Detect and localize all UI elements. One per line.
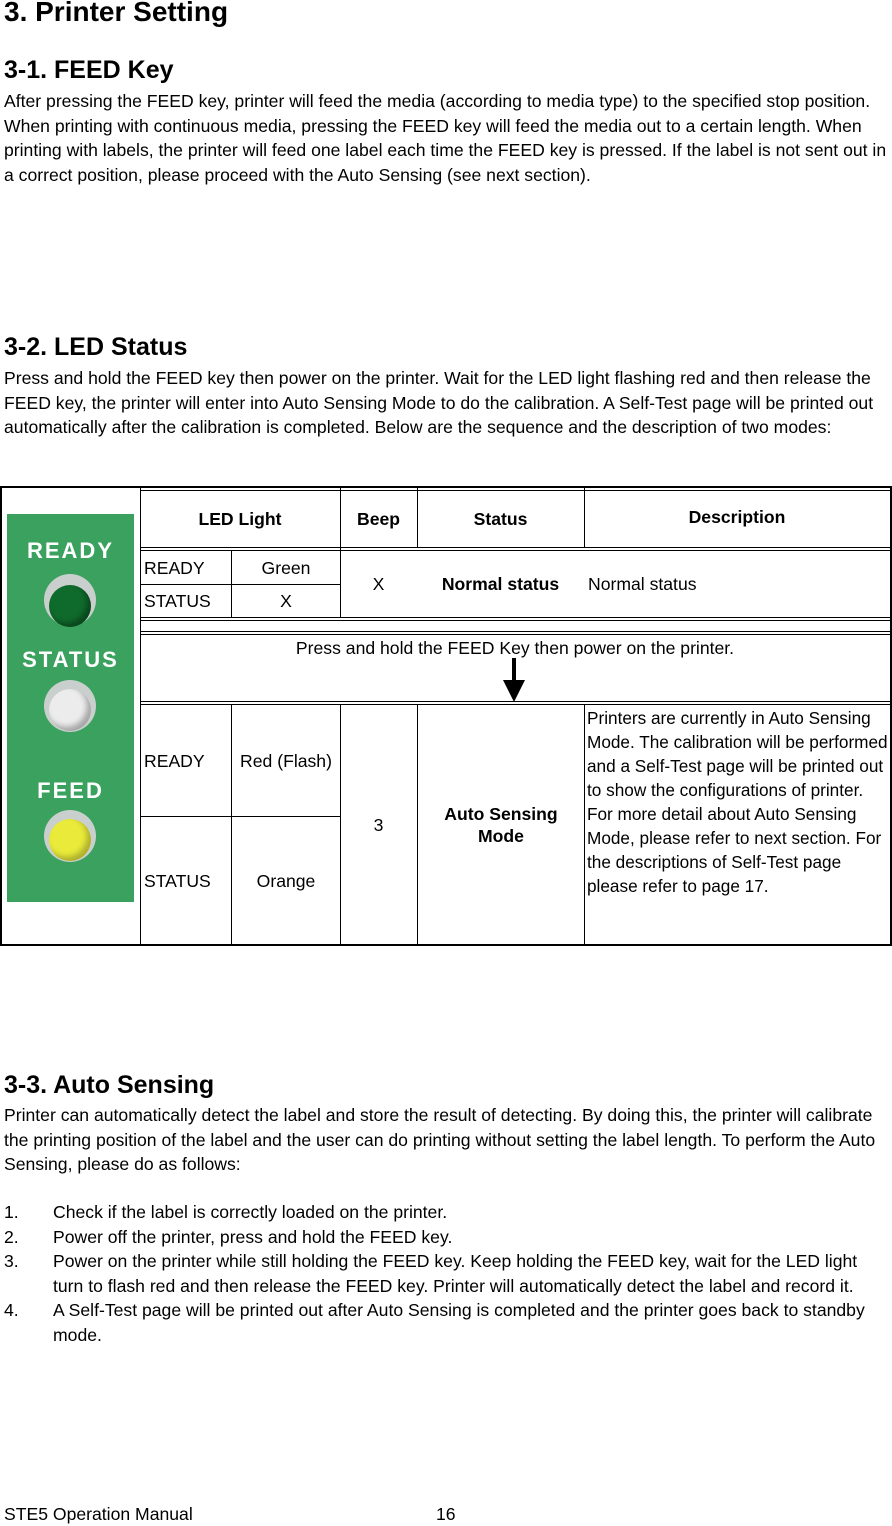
instruction-text: Press and hold the FEED Key then power on the printer. — [295, 638, 735, 658]
led-panel-feed-label: FEED — [37, 778, 104, 803]
normal-ready-value: Green — [261, 558, 311, 578]
list-item — [4, 1298, 888, 1347]
step-text: A Self-Test page will be printed out after Auto Sensing is completed and the printer goes back to standby mode. — [53, 1300, 865, 1345]
table-border — [140, 617, 892, 618]
yellow-led-icon — [49, 819, 91, 861]
table-border — [140, 634, 892, 635]
auto-status-label: STATUS — [144, 870, 211, 891]
step-number: 3. — [4, 1251, 19, 1271]
led-panel-status-label: STATUS — [22, 647, 119, 672]
footer-page-number: 16 — [436, 1504, 456, 1524]
table-border — [417, 704, 418, 945]
normal-status-value: X — [280, 591, 292, 611]
step-number: 4. — [4, 1300, 19, 1320]
page-title: 3. Printer Setting — [4, 0, 229, 27]
header-led-light: LED Light — [198, 508, 282, 529]
step-text: Check if the label is correctly loaded on the printer. — [53, 1202, 448, 1222]
auto-beep: 3 — [373, 815, 384, 835]
step-text: Power on the printer while still holding the FEED key. Keep holding the FEED key, wait for the LED light turn to flash red and then release the FEED key. Printer will automatically detect the label and record it. — [53, 1251, 858, 1296]
step-text: Power off the printer, press and hold the FEED key. — [53, 1226, 453, 1247]
step-number: 1. — [4, 1202, 19, 1222]
table-border — [0, 486, 2, 946]
normal-status-label: STATUS — [144, 591, 211, 611]
list-item — [4, 1249, 888, 1298]
section-heading-auto-sensing: 3-3. Auto Sensing — [4, 1071, 215, 1099]
auto-ready-value: Red (Flash) — [240, 750, 332, 771]
footer-manual-name: STE5 Operation Manual — [4, 1504, 193, 1524]
led-panel-image — [7, 514, 134, 902]
header-description: Description — [688, 506, 786, 527]
auto-sensing-paragraph: Printer can automatically detect the label and store the result of detecting. By doing this, the printer will calibrate the printing position of the label and the user can do printing without setting the label length. To perform the Auto Sensing, please do as follows: — [4, 1105, 876, 1174]
table-border — [140, 631, 892, 632]
normal-ready-label: READY — [144, 558, 205, 578]
auto-description: Printers are currently in Auto Sensing Mode. The calibration will be performed and a Self-Test page will be printed out to show the configurations of printer. For more detail about Auto Sensing Mode, please refer to next section. For the descriptions of Self-Test page please refer to page 17. — [587, 708, 888, 896]
green-led-icon — [49, 585, 91, 627]
normal-status: Normal status — [441, 573, 560, 594]
led-status-paragraph: Press and hold the FEED key then power on the printer. Wait for the LED light flashing red and then release the FEED key, the printer will enter into Auto Sensing Mode to do the calibration. A Self-Test page will be printed out automatically after the calibration is completed. Below are the sequence and the description of two modes: — [4, 368, 874, 437]
step-number: 2. — [4, 1226, 19, 1247]
auto-status-value: Orange — [256, 870, 316, 891]
auto-sensing-steps — [4, 1200, 888, 1347]
normal-description: Normal status — [588, 573, 697, 594]
section-heading-feed-key: 3-1. FEED Key — [4, 56, 174, 84]
down-arrow-icon — [503, 658, 525, 702]
section-heading-led-status: 3-2. LED Status — [4, 333, 188, 361]
table-border — [140, 547, 892, 548]
white-led-icon — [49, 689, 91, 731]
feed-key-paragraph: After pressing the FEED key, printer will feed the media (according to media type) to the specified stop position. When printing with continuous media, pressing the FEED key will feed the media out to a certain length. When printing with labels, the printer will feed one label each time the FEED key is pressed. If the label is not sent out in a correct position, please proceed with the Auto Sensing (see next section). — [4, 91, 887, 185]
auto-ready-label: READY — [144, 750, 205, 771]
header-status: Status — [473, 508, 528, 529]
table-border — [140, 486, 141, 946]
led-panel-ready-label: READY — [26, 538, 114, 563]
header-beep: Beep — [356, 508, 401, 529]
list-item — [4, 1200, 888, 1225]
auto-status: Auto Sensing Mode — [444, 804, 558, 846]
list-item — [4, 1225, 888, 1250]
normal-beep: X — [372, 573, 385, 594]
table-border — [140, 620, 892, 621]
table-border — [584, 704, 585, 945]
